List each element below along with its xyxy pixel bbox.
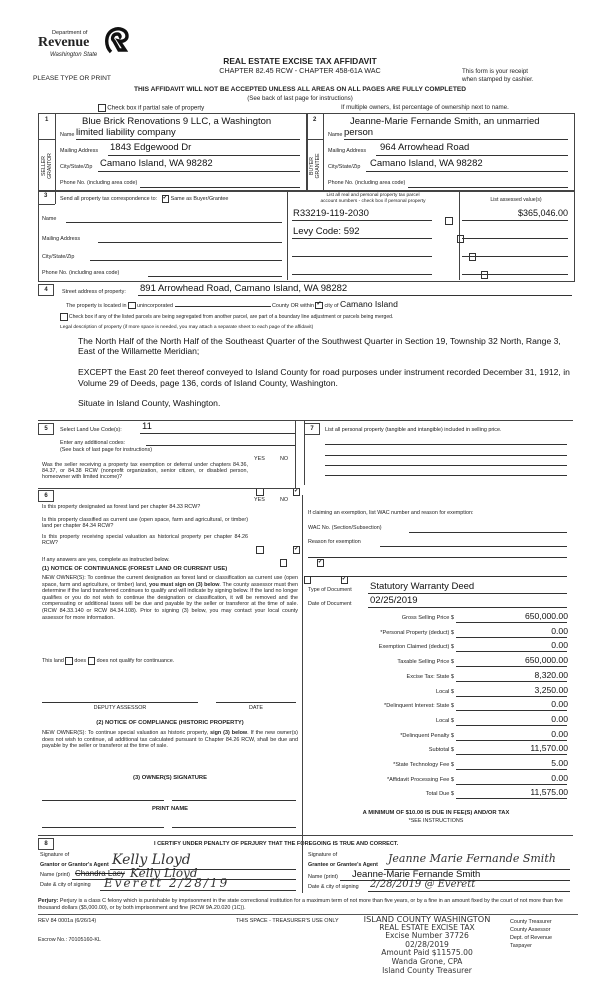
exemption-no-checkbox[interactable] (293, 488, 301, 496)
stamp-line: 02/28/2019 (405, 939, 449, 949)
street-address-line (138, 295, 572, 296)
copy-recipient: Dept. of Revenue (510, 935, 552, 941)
stamp-line: Island County Treasurer (382, 965, 472, 975)
form-subtitle: CHAPTER 82.45 RCW - CHAPTER 458-61A WAC (219, 66, 381, 75)
perjury-bold: Perjury: (38, 898, 59, 904)
buyer-city-label: City/State/Zip (328, 164, 361, 170)
copy-recipient: County Treasurer (510, 919, 552, 925)
amount-value[interactable]: 11,570.00 (530, 743, 568, 753)
section-1-divider (55, 113, 56, 190)
stamp-line: REAL ESTATE EXCISE TAX (379, 922, 475, 932)
send-correspondence-label: Send all property tax correspondence to: (60, 196, 158, 203)
reason-input[interactable] (380, 546, 567, 547)
grantor-agent-label: Grantor or Grantor's Agent (40, 862, 109, 868)
doc-date-line (368, 607, 567, 608)
land-use-line (140, 433, 295, 434)
parcel-header-1: List all real and personal property tax parcel (326, 193, 420, 198)
certify-statement: I CERTIFY UNDER PENALTY OF PERJURY THAT THE FOREGOING IS TRUE AND CORRECT. (154, 841, 399, 847)
partial-sale-checkbox-row (98, 104, 204, 112)
section-8-number: 8 (38, 838, 54, 850)
located-in-label: The property is located in (66, 303, 127, 309)
amount-value[interactable]: 0.00 (551, 729, 568, 739)
personal-property-line[interactable] (325, 465, 567, 466)
notice-1-text (42, 575, 298, 621)
section-4-number: 4 (38, 284, 54, 296)
parcel-account-line (292, 256, 432, 257)
seller-mailing-line (108, 155, 300, 156)
assessed-value-line (462, 238, 568, 239)
city-of-input[interactable]: Camano Island (340, 299, 398, 309)
same-as-buyer-label: Same as Buyer/Grantee (170, 196, 229, 203)
wac-input[interactable] (409, 532, 567, 533)
amount-line (456, 725, 567, 726)
amount-value[interactable]: 650,000.00 (524, 611, 568, 621)
logo-revenue-text: Revenue (38, 35, 90, 50)
amount-value[interactable]: 11,575.00 (530, 787, 568, 797)
print-name-label: PRINT NAME (151, 806, 189, 812)
section-7-number: 7 (304, 423, 320, 435)
grantee-signature[interactable]: Jeanne Marie Fernande Smith (388, 852, 556, 865)
buyer-label: BUYER (309, 157, 315, 175)
section-5-top-rule (38, 420, 573, 421)
owner-signature-line-2[interactable] (172, 800, 296, 801)
does-qualify-checkbox[interactable] (65, 657, 73, 665)
seller-name-line-1: Blue Brick Renovations 9 LLC, a Washington (82, 116, 272, 127)
segregated-checkbox[interactable] (60, 313, 68, 321)
same-as-buyer-checkbox[interactable] (162, 195, 170, 203)
assessed-header: List assessed value(s) (490, 197, 542, 203)
grantee-name-input[interactable]: Jeanne-Marie Fernande Smith (352, 869, 481, 880)
section-6-yes-checkbox[interactable] (304, 576, 312, 584)
section-1-num-rule (38, 139, 55, 140)
reason-input-line-2[interactable] (308, 557, 567, 558)
assessed-value-line (462, 256, 568, 257)
section-7-left-edge (304, 420, 305, 485)
stamp-line: Wanda Grone, CPA (391, 956, 463, 966)
correspondence-mailing-label: Mailing Address (42, 236, 81, 242)
doc-type-input[interactable]: Statutory Warranty Deed (370, 581, 475, 592)
owner-signature-line-1[interactable] (42, 800, 164, 801)
parcel-header-2: account numbers - check box if personal property (320, 199, 426, 204)
this-land-label: This land (42, 658, 64, 665)
assessed-value-line (462, 274, 568, 275)
please-type-text: PLEASE TYPE OR PRINT (33, 75, 111, 82)
amount-line (456, 622, 567, 623)
grantee-date-city-input[interactable]: 2/28/2019 @ Everett (370, 879, 476, 890)
does-label: does (74, 658, 87, 665)
section-3-num-divider (55, 190, 56, 204)
buyer-mailing-label: Mailing Address (328, 148, 367, 154)
receipt-note-1: This form is your receipt (462, 68, 529, 75)
seller-name-input[interactable]: limited liability company (76, 127, 176, 138)
personal-property-line[interactable] (325, 455, 567, 456)
buyer-mailing-input[interactable]: 964 Arrowhead Road (380, 142, 470, 153)
amount-value[interactable]: 5.00 (551, 758, 568, 768)
unincorporated-checkbox[interactable] (128, 302, 136, 310)
property-location-row (66, 299, 398, 309)
seller-mailing-input[interactable]: 1843 Edgewood Dr (110, 142, 192, 153)
seller-label: SELLER (41, 156, 47, 176)
personal-property-line[interactable] (325, 475, 567, 476)
section-6-no-checkbox[interactable] (293, 546, 301, 554)
amount-label: Taxable Selling Price $ (397, 659, 454, 665)
treasurer-use-label: THIS SPACE - TREASURER'S USE ONLY (236, 918, 339, 924)
land-use-input[interactable]: 11 (142, 421, 152, 432)
section-6-yes-checkbox[interactable] (280, 559, 288, 567)
section-1-number: 1 (45, 117, 49, 123)
section-2-divider (323, 113, 324, 190)
amount-label: Local $ (435, 689, 454, 695)
escrow-number: Escrow No.: 70105160-KL (38, 937, 101, 943)
section-6-yes-checkbox[interactable] (256, 546, 264, 554)
section-3-number: 3 (44, 193, 48, 199)
amount-label: Subtotal $ (428, 747, 454, 753)
section-2-number: 2 (313, 117, 317, 123)
amount-label: Local $ (435, 718, 454, 724)
does-not-label: does not qualify for continuance. (96, 658, 175, 665)
correspondence-city-label: City/State/Zip (42, 254, 75, 260)
buyer-mailing-line (376, 155, 568, 156)
stamp-line: Excise Number 37726 (385, 931, 469, 941)
parcel-account-line (292, 274, 432, 275)
seller-name-label: Name (60, 132, 75, 138)
if-yes-instructions: If any answers are yes, complete as instructed below. (42, 557, 170, 563)
amount-label: *Delinquent Interest: State $ (384, 703, 454, 709)
notice-2-text (42, 730, 298, 750)
form-revision: REV 84 0001a (6/26/14) (38, 918, 97, 924)
legal-paragraph-3: Situate in Island County, Washington. (78, 398, 221, 409)
amount-value[interactable]: 8,320.00 (534, 670, 568, 680)
land-use-label: Select Land Use Code(s): (60, 427, 122, 433)
partial-sale-checkbox[interactable] (98, 104, 106, 112)
buyer-phone-input[interactable] (408, 187, 568, 188)
amount-line (456, 740, 567, 741)
grantor-name-label: Name (print) (40, 872, 70, 878)
section-6-number: 6 (38, 490, 54, 502)
amount-line (456, 769, 567, 770)
section-6-question: Is this property designated as forest land per chapter 84.33 RCW? (42, 504, 201, 510)
correspondence-name-label: Name (42, 216, 57, 222)
logo-state-text: Washington State (50, 52, 98, 58)
buyer-phone-label: Phone No. (including area code) (328, 180, 406, 186)
section-5-no-header: NO (280, 456, 289, 462)
buyer-name-line (344, 139, 568, 140)
seller-city-line (98, 171, 300, 172)
partial-sale-label: Check box if partial sale of property (107, 104, 205, 112)
grantee-date-city-label: Date & city of signing (308, 884, 359, 890)
seller-grantor-label (42, 149, 53, 183)
correspondence-city-input[interactable] (90, 260, 282, 261)
amount-value[interactable]: 0.00 (551, 773, 568, 783)
amount-value[interactable]: 0.00 (551, 699, 568, 709)
section-5-see-back: (See back of last page for instructions) (60, 447, 152, 453)
receipt-note-2: when stamped by cashier. (462, 76, 534, 83)
stamp-line: Amount Paid $11575.00 (381, 948, 473, 958)
doc-type-line (368, 593, 567, 594)
minimum-due-note: A MINIMUM OF $10.00 IS DUE IN FEE(S) AND/OR TAX (362, 810, 510, 816)
amount-line (456, 798, 567, 799)
perjury-notice (38, 898, 578, 912)
grantor-name-struck: Chandra Lacy (75, 869, 125, 878)
assessor-date-label: DATE (249, 705, 263, 711)
section-5-right-edge (295, 420, 296, 488)
copy-lines (510, 918, 552, 950)
amount-line (456, 651, 567, 652)
notice-2-text-bold: sign (3) below (210, 730, 248, 736)
legal-description-text[interactable] (78, 336, 578, 409)
notice-2-title: (2) NOTICE OF COMPLIANCE (HISTORIC PROPERTY) (96, 720, 244, 726)
owner-signature-title: (3) OWNER(S) SIGNATURE (133, 775, 207, 781)
section-6-no-checkbox[interactable] (317, 559, 325, 567)
assessor-date-line[interactable] (216, 702, 296, 703)
amount-line (456, 710, 567, 711)
grantor-signature[interactable]: Kelly Lloyd (112, 852, 191, 868)
notice-1-text-a: NEW OWNER(S): To continue the current designation as forest land or classification as current use (open space, farm and agriculture, or timber) land, (42, 575, 298, 588)
notice-1-text-bold: you must sign on (3) below (149, 581, 220, 588)
parcel-account-line (292, 220, 432, 221)
seller-city-input[interactable]: Camano Island, WA 98282 (100, 158, 213, 169)
seller-name-line (76, 139, 300, 140)
amount-line (456, 637, 567, 638)
buyer-city-input[interactable]: Camano Island, WA 98282 (370, 158, 483, 169)
parcel-account-input[interactable]: Levy Code: 592 (293, 226, 360, 237)
amount-value[interactable]: 0.00 (551, 714, 568, 724)
doc-type-label: Type of Document (308, 587, 352, 593)
amount-value[interactable]: 650,000.00 (524, 655, 568, 665)
legal-description-label: Legal description of property (if more space is needed, you may attach a separate sheet to each page of the affidavit) (60, 325, 314, 330)
section-8-top-rule (38, 835, 573, 836)
stamp-line: ISLAND COUNTY WASHINGTON (363, 914, 491, 924)
see-instructions-note: *SEE INSTRUCTIONS (408, 818, 464, 824)
doc-date-label: Date of Document (308, 601, 352, 607)
street-address-input[interactable]: 891 Arrowhead Road, Camano Island, WA 98282 (140, 283, 348, 294)
parcel-account-input[interactable]: R33219-119-2030 (293, 208, 369, 219)
grantor-name-handwritten[interactable]: Kelly Lloyd (130, 866, 198, 880)
amount-value[interactable]: 3,250.00 (534, 685, 568, 695)
continuance-row (42, 657, 174, 665)
buyer-name-label: Name (328, 132, 343, 138)
street-address-label: Street address of property: (62, 289, 126, 295)
buyer-name-line-1: Jeanne-Marie Fernande Smith, an unmarried (350, 116, 540, 127)
print-name-line-2[interactable] (172, 827, 296, 828)
section-6-question: Is this property receiving special valuation as historical property per chapter 84.26 RCW? (42, 534, 248, 547)
logo-dept-text: Department of (52, 30, 88, 36)
buyer-name-input[interactable]: person (344, 127, 374, 138)
copy-recipient: Taxpayer (510, 943, 532, 949)
city-checkbox[interactable] (315, 302, 323, 310)
notice-1-title: (1) NOTICE OF CONTINUANCE (FOREST LAND OR CURRENT USE) (42, 566, 228, 572)
personal-property-line[interactable] (325, 444, 567, 445)
additional-codes-input[interactable] (146, 445, 295, 446)
personal-property-checkbox[interactable] (445, 217, 453, 225)
warning-text: THIS AFFIDAVIT WILL NOT BE ACCEPTED UNLESS ALL AREAS ON ALL PAGES ARE FULLY COMPLETED (133, 86, 467, 93)
segregated-label: Check box if any of the listed parcels are being segregated from another parcel, are part of a boundary line adjustment or parcels being merged. (68, 314, 394, 321)
section-7-lower-left-edge (302, 495, 303, 835)
grantee-agent-label: Grantee or Grantee's Agent (308, 862, 378, 868)
correspondence-phone-label: Phone No. (including area code) (42, 270, 120, 276)
legal-paragraph-1: The North Half of the North Half of the Southeast Quarter of the Southwest Quarter in Section 19, Township 32 North, Range 3, East of the Willamette Meridian; (78, 336, 561, 357)
amount-line (456, 681, 567, 682)
city-of-label: city of (324, 303, 339, 309)
seller-city-label: City/State/Zip (60, 164, 93, 170)
exemption-claim-label: If claiming an exemption, list WAC number and reason for exemption: (308, 510, 474, 516)
section-6-no-checkbox[interactable] (341, 576, 349, 584)
amount-label: *Personal Property (deduct) $ (380, 630, 454, 636)
seller-phone-label: Phone No. (including area code) (60, 180, 138, 186)
section-6-top-rule (38, 488, 298, 489)
grantee-name-label: Name (print) (308, 874, 338, 880)
section-8-divider (302, 835, 303, 893)
section-6-question: Is this property classified as current use (open space, farm and agricultural, or timber) land per chapter 84.34 RCW? (42, 517, 248, 530)
see-back-text: (See back of last page for instructions) (247, 95, 353, 102)
correspondence-phone-input[interactable] (148, 276, 282, 277)
correspondence-name-input[interactable] (66, 222, 282, 223)
grantee-label: GRANTEE (314, 153, 321, 179)
notice-1-text-b: . The county assessor must then determine if the land transferred continues to qualify and will indicate by signing below. If the land no longer qualifies or you do not wish to continue the designation or classification, it will be removed and the compensating or additional taxes will be due and payable by the seller or transferor at the time of sale. (RCW 84.33.140 or RCW 84.34.108). Prior to signing (3) below, you may contact your local county assessor for more information. (42, 581, 299, 621)
amount-line (456, 696, 567, 697)
section-5-number: 5 (38, 423, 54, 435)
multiple-owners-note: If multiple owners, list percentage of ownership next to name. (341, 104, 509, 111)
notice-2-text-b: . If the new owner(s) does not wish to continue, all additional tax calculated pursuant to Chapter 84.26 RCW, shall be due and payable by the seller or transferor at the time of sale. (42, 730, 298, 750)
reason-label: Reason for exemption (308, 539, 361, 545)
unincorporated-label: unincorporated (137, 303, 173, 309)
grantor-sig-of-label: Signature of (40, 852, 70, 858)
buyer-grantee-label (310, 149, 321, 183)
amount-value[interactable]: 0.00 (551, 626, 568, 636)
exemption-question: Was the seller receiving a property tax exemption or deferral under chapters 84.36, 84.37, or 84.38 RCW (nonprofit organization, senior citizen, or disabled person, homeowner with limited income)? (42, 462, 248, 481)
grantee-date-city-line (368, 891, 570, 892)
assessed-value-line (462, 220, 568, 221)
amount-label: *Delinquent Penalty $ (400, 733, 454, 739)
amount-label: *State Technology Fee $ (393, 762, 454, 768)
print-name-line-1[interactable] (42, 827, 164, 828)
amount-line (456, 754, 567, 755)
section-2-num-rule (306, 139, 323, 140)
grantor-date-city-input[interactable]: Everett 2/28/19 (104, 876, 230, 890)
revenue-logo-icon (103, 26, 129, 54)
additional-codes-label: Enter any additional codes: (60, 440, 126, 446)
grantee-sig-of-label: Signature of (308, 852, 338, 858)
section-5-yes-header: YES (254, 456, 265, 462)
correspondence-mailing-input[interactable] (98, 242, 282, 243)
personal-property-label: List all personal property (tangible and intangible) included in selling price. (325, 427, 502, 433)
stamp-lines (352, 915, 502, 975)
section-6-yes-header: YES (254, 497, 265, 503)
amount-line (456, 784, 567, 785)
reason-input-line-3[interactable] (308, 576, 567, 577)
does-not-qualify-checkbox[interactable] (88, 657, 96, 665)
send-correspondence-row (60, 195, 228, 203)
grantor-date-city-line (100, 890, 296, 891)
legal-paragraph-2: EXCEPT the East 20 feet thereof conveyed to Island County for road purposes under instrument recorded December 31, 1912, in Volume 29 of Deeds, page 136, cords of Island County, Washington. (78, 367, 570, 388)
exemption-yes-checkbox[interactable] (256, 488, 264, 496)
treasurer-stamp (352, 915, 502, 975)
form-title: REAL ESTATE EXCISE TAX AFFIDAVIT (223, 56, 377, 66)
perjury-text: Perjury is a class C felony which is punishable by imprisonment in the state correctional institution for a maximum term of not more than five years, or by a fine in an amount fixed by the court of not more than five thousand dollars ($5,000.00), or by both imprisonment and fine (RCW 9A.20.020 (1C)). (38, 898, 563, 911)
amount-label: Gross Selling Price $ (401, 615, 454, 621)
county-input[interactable] (175, 306, 271, 307)
amount-label: *Affidavit Processing Fee $ (386, 777, 454, 783)
amount-line (456, 666, 567, 667)
copy-distribution (510, 918, 552, 950)
county-or-within-label: County OR within (272, 303, 314, 309)
seller-mailing-label: Mailing Address (60, 148, 99, 154)
deputy-assessor-signature-line[interactable] (42, 702, 198, 703)
wac-label: WAC No. (Section/Subsection) (308, 525, 382, 531)
notice-2-text-a: NEW OWNER(S): To continue special valuation as historic property, (42, 730, 211, 736)
copy-recipient: County Assessor (510, 927, 551, 933)
grantor-label: GRANTOR (46, 153, 53, 179)
doc-date-input[interactable]: 02/25/2019 (370, 595, 418, 606)
amount-label: Exemption Claimed (deduct) $ (378, 644, 454, 650)
parcel-account-line (292, 238, 432, 239)
amount-value[interactable]: 0.00 (551, 640, 568, 650)
amount-label: Total Due $ (425, 791, 454, 797)
deputy-assessor-label: DEPUTY ASSESSOR (93, 705, 147, 711)
segregated-row (60, 313, 393, 321)
seller-phone-input[interactable] (140, 187, 300, 188)
grantor-date-city-label: Date & city of signing (40, 882, 91, 888)
buyer-city-line (366, 171, 568, 172)
assessed-value-input[interactable]: $365,046.00 (517, 208, 568, 218)
section-3-num-rule (38, 204, 55, 205)
amount-label: Excise Tax: State $ (406, 674, 454, 680)
section-6-no-header: NO (280, 497, 289, 503)
